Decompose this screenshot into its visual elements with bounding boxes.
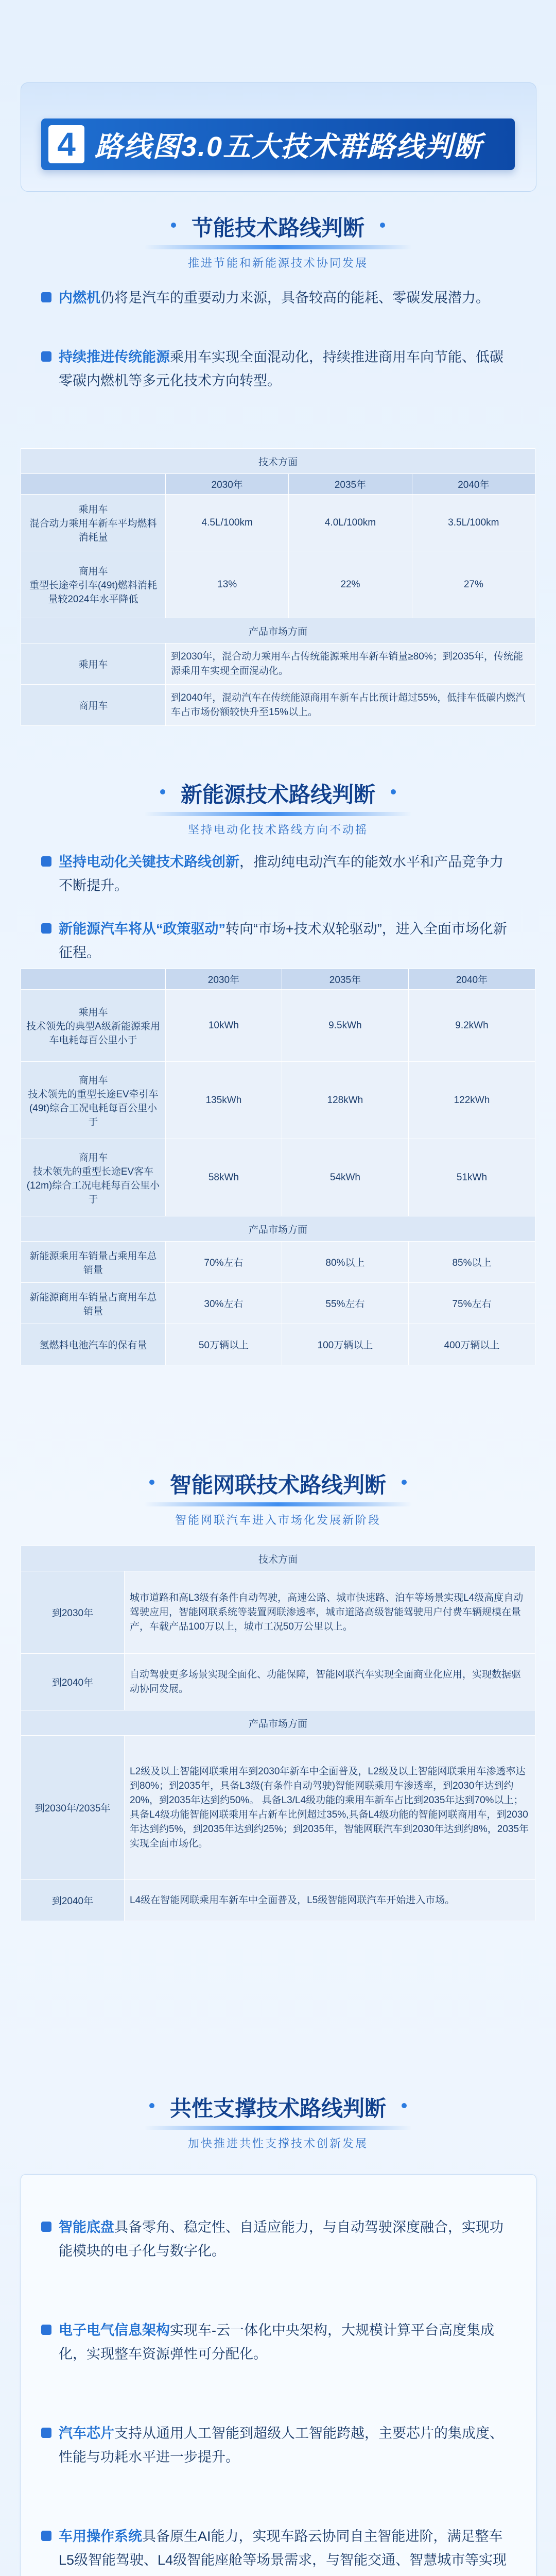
section-4-header — [0, 2092, 556, 2151]
bullet-square-icon — [41, 2428, 51, 2438]
bullet-square-icon — [41, 2531, 51, 2541]
section-3-table: 技术方面 到2030年 城市道路和高L3级有条件自动驾驶，高速公路、城市快速路、泊车等场景实现L4级高度自动驾驶应用，智能网联系统等装置网联渗透率，城市道路高级智能驾驶用户付费车辆规模在量产，车载产品100万以上，城市工况50万公里以上。 到2040年 自动驾驶更多场景实现全面化、功能保障，智能网联汽车实现全面商业化应用，实现数据驱动协同发展。 产品市场方面 到2030年/2035年 L2级及以上智能网联乘用车到2030年新车中全面普及，L2级及以上智能网联乘用车渗透率达到80%；到2035年，具备L3级(有条件自动驾驶)智能网联乘用车渗透率，到2030年达到约20%，到2035年达到约50%。 具备L3/L4级功能的乘用车新车占比到2035年达到70%以上；具备L4级功能智能网联乘用车占新车比例超过35%,具备L4级功能的智能网联商用车，到2030年达到约5%，到2035年达到约25%；到2035年，智能网联汽车到2030年达到约8%，2035年实现全面市场化。 到2040年 L4级在智能网联乘用车新车中全面普及，L5级智能网联汽车开始进入市场。 — [21, 1546, 535, 1921]
section-4-bullet-3: 汽车芯片支持从通用人工智能到超级人工智能跨越，主要芯片的集成度、性能与功耗水平进一步提升。 — [41, 2421, 515, 2469]
section-1-table: 技术方面 2030年 2035年 2040年 乘用车 混合动力乘用车新车平均燃料消耗量 4.5L/100km 4.0L/100km 3.5L/100km 商用车 重型长途牵引车(49t)燃料消耗量较2024年水平降低 13% 22% 27% 产品市场方面 乘用车 到2030年，混合动力乘用车占传统能源乘用车新车销量≥80%；到2035年，传统能源乘用车实现全面混动化。 商用车 到2040年，混动汽车在传统能源商用车新车占比预计超过55%，低排车低碳内燃汽车占市场份额较快升至15%以上。 — [21, 448, 535, 726]
section-2-title: 新能源技术路线判断 — [180, 783, 375, 807]
bullet-square-icon — [41, 856, 51, 867]
section-4-bullet-1: 智能底盘具备零角、稳定性、自适应能力，与自动驾驶深度融合，实现功能模块的电子化与数字化。 — [41, 2215, 515, 2263]
bullet-square-icon — [41, 351, 51, 362]
banner-number: 4 — [48, 125, 84, 163]
section-2-subtitle: 坚持电动化技术路线方向不动摇 — [187, 823, 368, 836]
section-3-subtitle: 智能网联汽车进入市场化发展新阶段 — [175, 1514, 381, 1527]
section-2-header — [0, 778, 556, 837]
section-2-table: 2030年 2035年 2040年 乘用车 技术领先的典型A级新能源乘用车电耗每百公里小于 10kWh 9.5kWh 9.2kWh 商用车 技术领先的重型长途EV牵引车(49t)综合工况电耗每百公里小于 135kWh 128kWh 122kWh 商用车 技术领先的重型长途EV客车(12m)综合工况电耗每百公里小于 58kWh 54kWh 51kWh 产品市场方面 新能源乘用车销量占乘用车总销量 70%左右 80%以上 85%以上 新能源商用车销量占商用车总销量 30%左右 55%左右 75%左右 氢燃料电池汽车的保有量 50万辆以上 100万辆以上 400万辆以上 — [21, 969, 535, 1365]
section-2-bullet-2: 新能源汽车将从“政策驱动”转向“市场+技术双轮驱动”，进入全面市场化新征程。 — [41, 917, 515, 964]
section-1-header — [0, 211, 556, 270]
bullet-square-icon — [41, 923, 51, 934]
section-1-subtitle: 推进节能和新能源技术协同发展 — [187, 257, 368, 269]
table-row-label: 商用车 重型长途牵引车(49t)燃料消耗量较2024年水平降低 — [21, 551, 166, 618]
section-4-bullet-2: 电子电气信息架构实现车-云一体化中央架构，大规模计算平台高度集成化，实现整车资源弹性可分配化。 — [41, 2318, 515, 2366]
section-1-bullet-2: 持续推进传统能源乘用车实现全面混动化，持续推进商用车向节能、低碳零碳内燃机等多元化技术方向转型。 — [41, 345, 515, 393]
section-4-subtitle: 加快推进共性支撑技术创新发展 — [187, 2137, 368, 2150]
bullet-square-icon — [41, 2325, 51, 2335]
table-caption: 技术方面 — [21, 449, 535, 474]
banner-title-bar — [41, 118, 515, 170]
section-1-bullet-1: 内燃机仍将是汽车的重要动力来源，具备较高的能耗、零碳发展潜力。 — [41, 286, 515, 310]
bullet-square-icon — [41, 2222, 51, 2232]
section-1-title: 节能技术路线判断 — [191, 216, 364, 240]
banner-title: 路线图3.0五大技术群路线判断 — [95, 131, 483, 162]
section-3-header — [0, 1468, 556, 1528]
section-3-title: 智能网联技术路线判断 — [169, 1473, 386, 1497]
section-4-title: 共性支撑技术路线判断 — [169, 2096, 386, 2121]
table-row-label: 乘用车 混合动力乘用车新车平均燃料消耗量 — [21, 495, 166, 551]
section-2-bullet-1: 坚持电动化关键技术路线创新，推动纯电动汽车的能效水平和产品竞争力不断提升。 — [41, 850, 515, 897]
bullet-square-icon — [41, 292, 51, 302]
section-4-bullet-4: 车用操作系统具备原生AI能力，实现车路云协同自主智能进阶，满足整车L5级智能驾驶、L4级智能座舱等场景需求，与智能交通、智慧城市等实现 — [41, 2524, 515, 2576]
